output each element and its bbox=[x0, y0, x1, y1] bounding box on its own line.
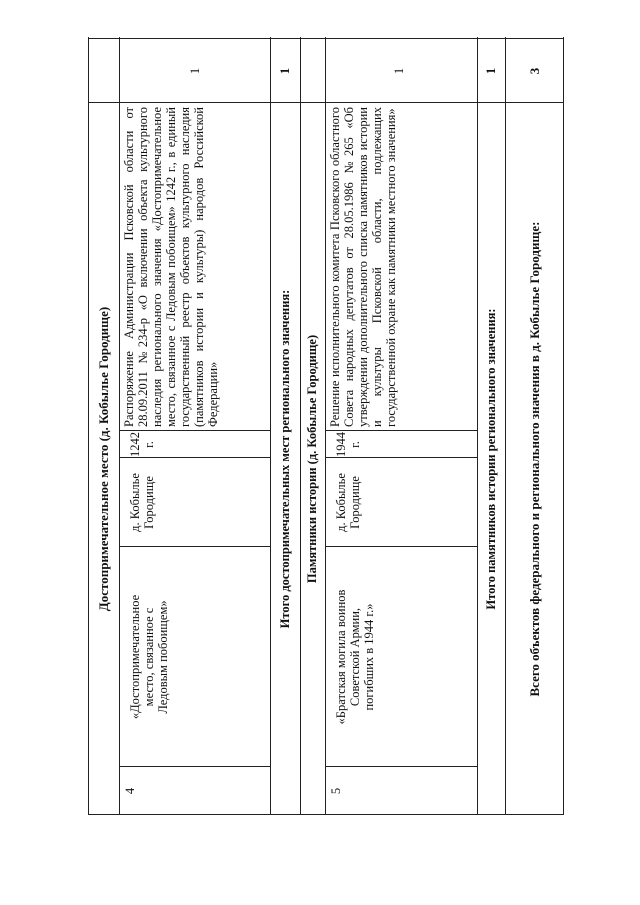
grand-total-value: 3 bbox=[527, 67, 542, 75]
section-heading: Памятники истории (д. Кобылье Городище) bbox=[305, 334, 319, 584]
row-divider bbox=[505, 37, 506, 815]
legal-document: Решение исполнительного комитета Псковского областного Совета народных депутатов от 28.05.1986 №265 «Об утверждении дополнительного списка памятников истории и культуры Псковской области, подлежащих государственной охране как памятники местного значения» bbox=[328, 107, 398, 427]
row-divider bbox=[300, 37, 301, 815]
row-number: 4 bbox=[123, 787, 137, 795]
section-total-label: Итого достопримечательных мест регионального значения: bbox=[278, 289, 292, 629]
section-total-value: 1 bbox=[484, 67, 498, 75]
row-divider bbox=[119, 37, 120, 815]
object-count: 1 bbox=[392, 67, 406, 75]
row-divider bbox=[88, 37, 89, 815]
legal-document: Распоряжение Администрации Псковской области от 28.09.2011 №234-р «О включении объекта культурного наследия регионального значения «Достопримечательное место, связанное с Ледовым побоищем» 1242 г., в единый государственный реестр объектов культурного наследия (памятников истории и культуры) народов Российской Федерации» bbox=[122, 107, 220, 427]
grand-total-label: Всего объектов федерального и регионального значения в д. Кобылье Городище: bbox=[527, 221, 542, 697]
object-name: «Братская могила воинов Советской Армии, погибших в 1944 г.» bbox=[334, 589, 376, 725]
row-divider bbox=[563, 37, 564, 815]
section-total-label: Итого памятников истории регионального значения: bbox=[484, 308, 498, 610]
object-location: д. Кобылье Городище bbox=[334, 473, 362, 532]
section-heading: Достопримечательное место (д. Кобылье Городище) bbox=[96, 306, 111, 612]
object-location: д. Кобылье Городище bbox=[128, 473, 156, 532]
object-date: 1944 г. bbox=[334, 432, 362, 457]
section-total-value: 1 bbox=[278, 67, 292, 75]
object-name: «Достопримечательное место, связанное с Ледовым побоищем» bbox=[128, 594, 170, 720]
object-count: 1 bbox=[188, 67, 202, 75]
row-divider bbox=[477, 37, 478, 815]
object-date: 1242 г. bbox=[128, 432, 156, 457]
row-number: 5 bbox=[329, 787, 343, 795]
row-divider bbox=[325, 37, 326, 815]
heritage-objects-table bbox=[88, 37, 588, 815]
row-divider bbox=[270, 37, 271, 815]
